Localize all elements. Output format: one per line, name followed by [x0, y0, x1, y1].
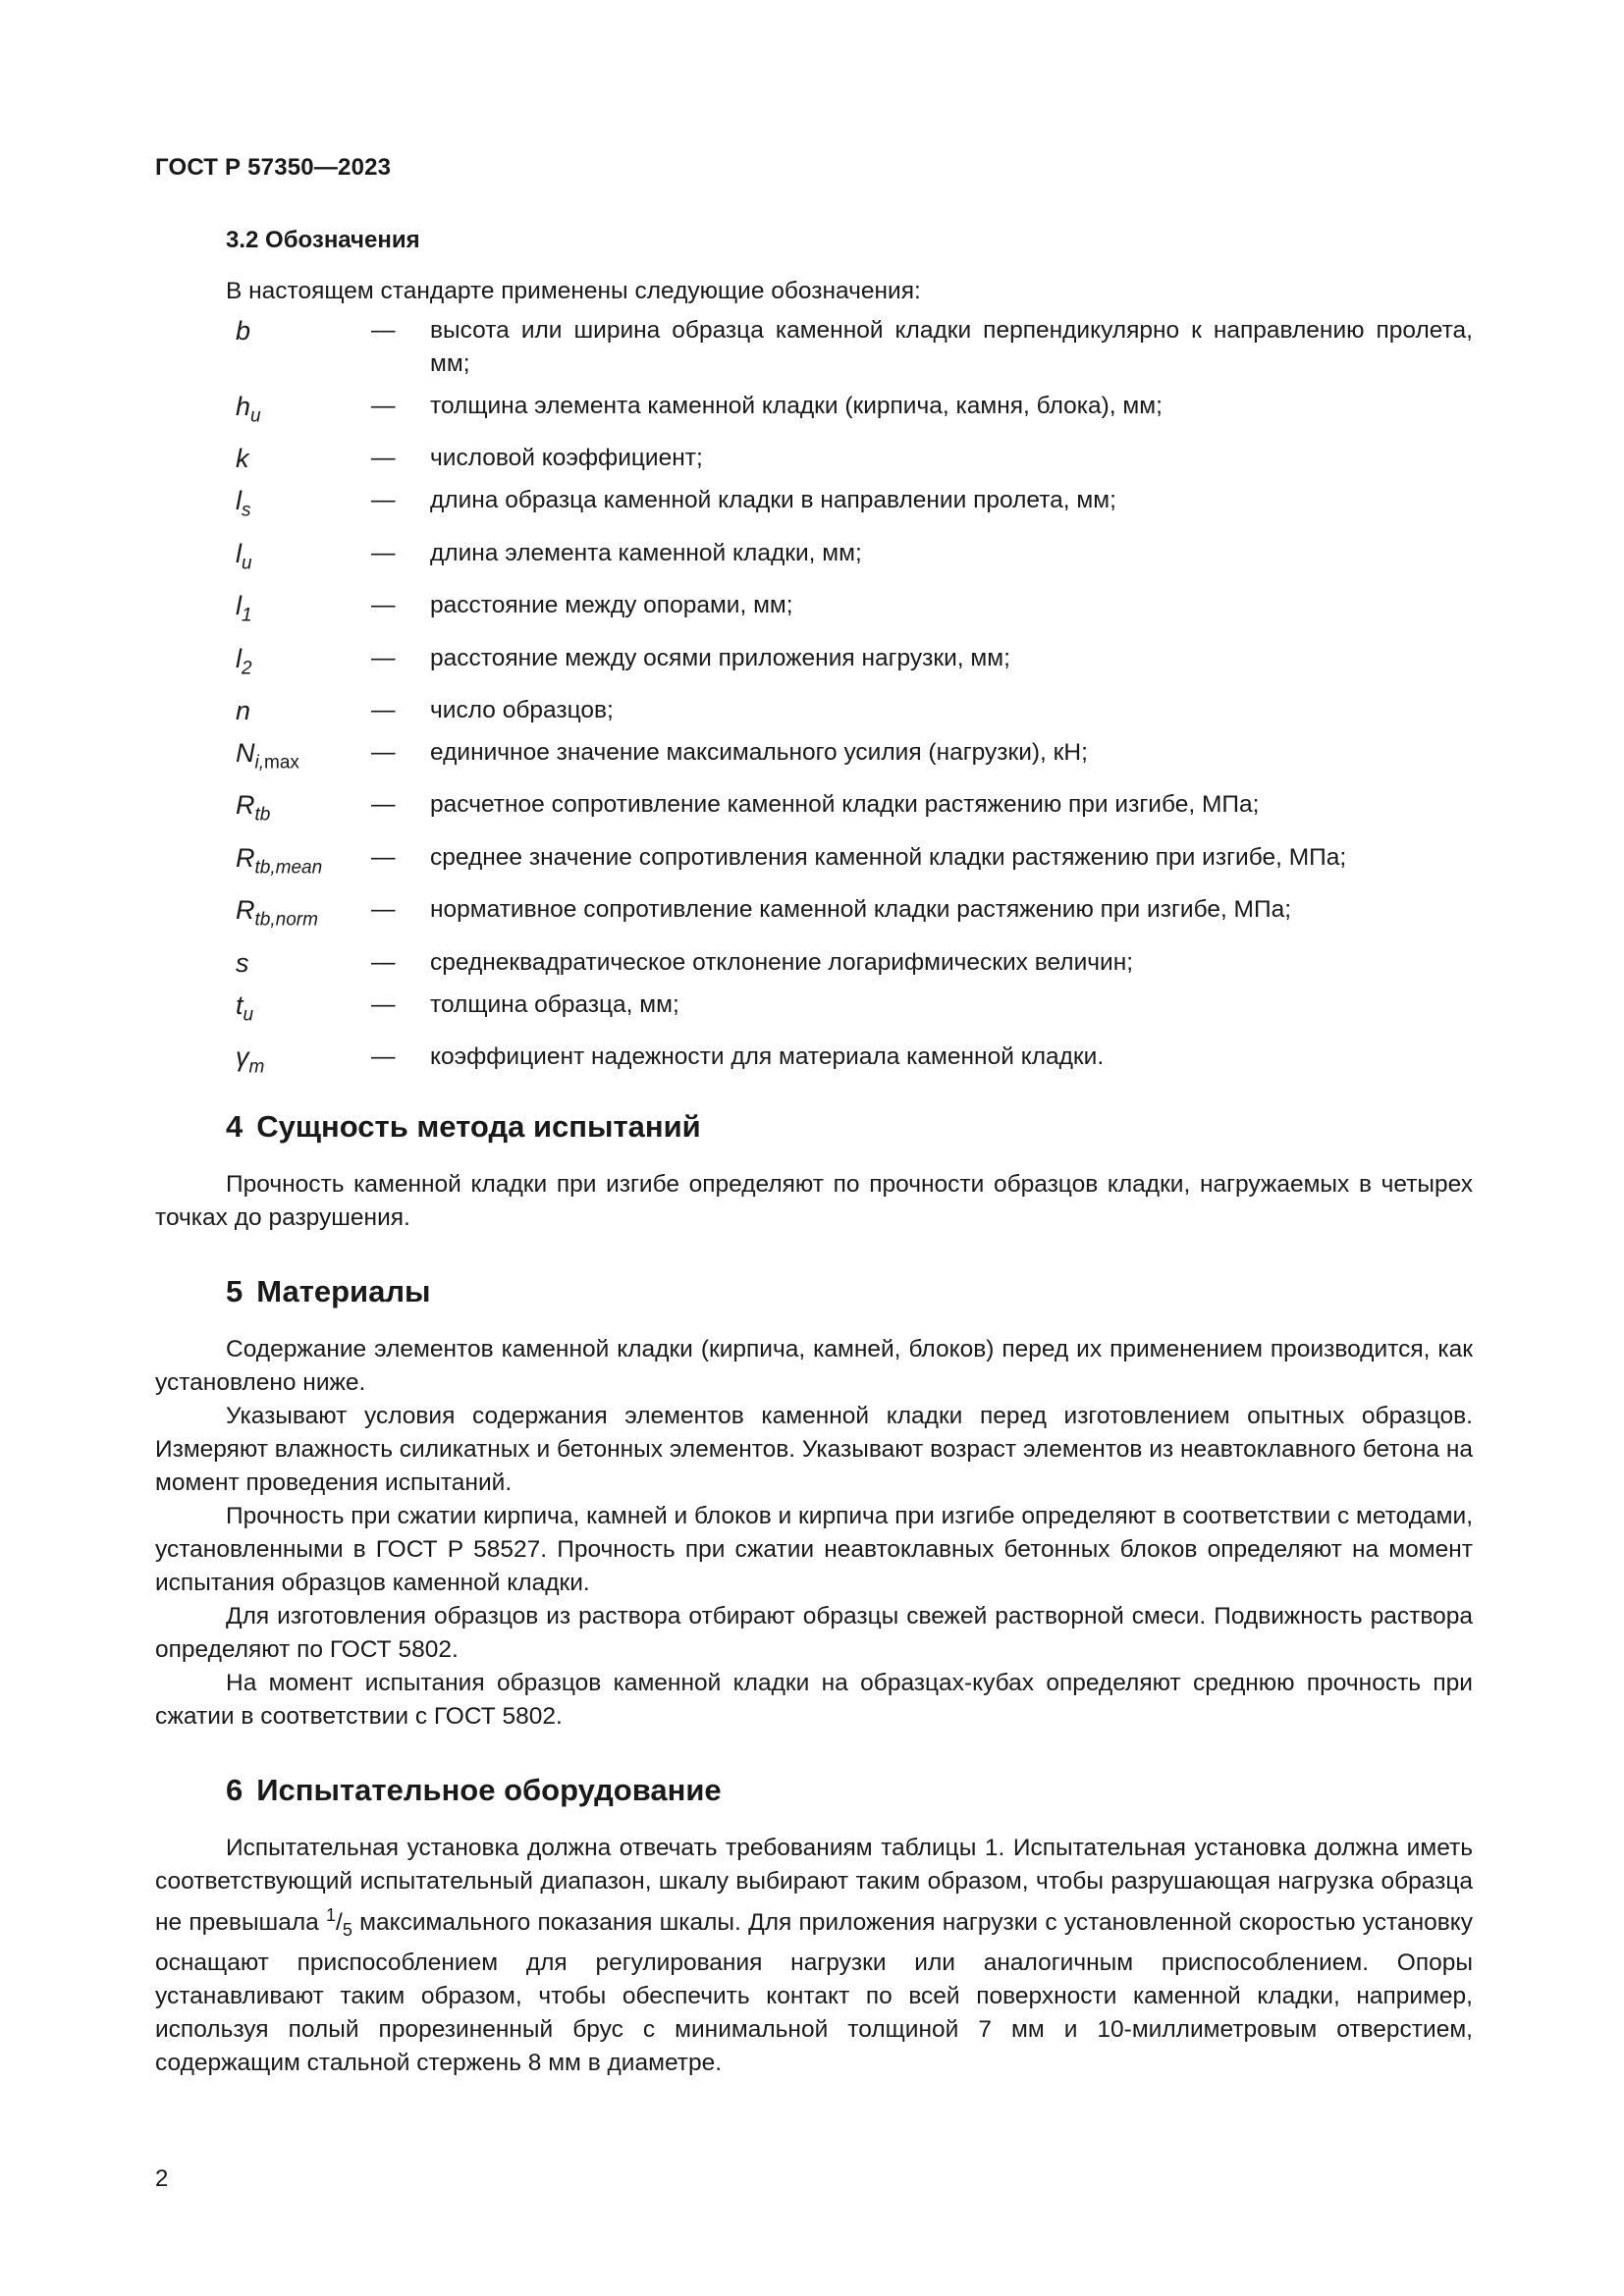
section-6-paragraph: [155, 1832, 1473, 2080]
symbol-definition: среднее значение сопротивления каменной кладки растяжению при изгибе, МПа;: [430, 843, 1347, 871]
page-number: 2: [155, 2165, 169, 2192]
section-5-paragraph-4: Для изготовления образцов из раствора отбирают образцы свежей растворной смеси. Подвижность раствора определяют по ГОСТ 5802.: [155, 1603, 1473, 1664]
section-5-paragraph-3: Прочность при сжатии кирпича, камней и блоков и кирпича при изгибе определяют в соответствии с методами, установленными в ГОСТ Р 58527. Прочность при сжатии неавтоклавных бетонных блоков определяют на момент испытания образцов каменной кладки.: [155, 1503, 1473, 1597]
symbol: [155, 788, 371, 831]
symbol-base: l: [236, 643, 242, 673]
symbol-base: s: [236, 947, 249, 978]
symbol-row: [155, 988, 1473, 1032]
symbol-dash: —: [371, 791, 396, 819]
symbol-base: h: [236, 392, 251, 421]
symbol-dash: —: [371, 738, 396, 766]
symbol-base: b: [236, 316, 251, 346]
symbol-subscript: u: [242, 553, 252, 574]
symbol: [155, 1041, 371, 1084]
symbol-base: l: [236, 591, 242, 621]
fraction-one-fifth: [326, 1905, 352, 1941]
symbol-dash: —: [371, 1042, 396, 1070]
symbol-definition: расчетное сопротивление каменной кладки растяжению при изгибе, МПа;: [430, 791, 1260, 819]
symbol-base: n: [236, 695, 251, 725]
symbol-row: [155, 841, 1473, 884]
symbol-base: N: [236, 737, 255, 768]
symbol-base: k: [236, 444, 249, 474]
section-5-heading: [226, 1272, 1473, 1311]
symbol-dash: —: [371, 592, 396, 619]
symbol-subscript: s: [242, 500, 251, 521]
symbol-subscript: 1: [242, 605, 252, 626]
symbol-dash: —: [371, 539, 396, 566]
symbol-row: [155, 694, 1473, 727]
symbol-row: [155, 537, 1473, 580]
symbol-definition: длина образца каменной кладки в направлении пролета, мм;: [430, 487, 1116, 514]
symbol: [155, 642, 371, 685]
symbol-subscript: tb,mean: [254, 857, 323, 879]
section-4-paragraph: Прочность каменной кладки при изгибе определяют по прочности образцов кладки, нагружаемых в четырех точках до разрушения.: [155, 1171, 1473, 1232]
symbol-dash: —: [371, 696, 396, 723]
symbol: [155, 946, 371, 980]
symbol-base: t: [236, 989, 244, 1020]
symbol-subscript: m: [248, 1056, 265, 1078]
symbol-dash: —: [371, 317, 396, 344]
symbol-subscript: tb,norm: [254, 909, 318, 931]
symbol-dash: —: [371, 896, 396, 924]
section-title: Испытательное оборудование: [256, 1773, 722, 1808]
symbol-row: [155, 314, 1473, 381]
subsection-number: 3.2: [226, 227, 259, 253]
symbol-definition: единичное значение максимального усилия (нагрузки), кН;: [430, 738, 1088, 766]
symbol-row: [155, 442, 1473, 475]
symbol-definition: толщина элемента каменной кладки (кирпича, камня, блока), мм;: [430, 393, 1163, 419]
symbol-row: [155, 788, 1473, 831]
symbol: [155, 442, 371, 475]
symbol-subscript-upright: max: [264, 752, 299, 774]
document-header-id: ГОСТ Р 57350—2023: [155, 154, 392, 181]
symbol-row: [155, 736, 1473, 779]
subsection-3-2-heading: [226, 224, 1473, 257]
symbols-list: [155, 314, 1473, 1084]
symbol-definition: среднеквадратическое отклонение логарифмических величин;: [430, 948, 1134, 976]
subsection-title: Обозначения: [265, 227, 420, 253]
symbol: [155, 537, 371, 580]
section-5-paragraph-2: Указывают условия содержания элементов каменной кладки перед изготовлением опытных образцов. Измеряют влажность силикатных и бетонных элементов. Указывают возраст элементов из неавтоклавного бетона на момент проведения испытаний.: [155, 1403, 1473, 1497]
section-title: Материалы: [256, 1274, 431, 1309]
symbol: [155, 589, 371, 632]
fraction-denominator: 5: [342, 1920, 352, 1941]
symbol: [155, 694, 371, 727]
section-6-text-part-2: максимального показания шкалы. Для приложения нагрузки с установленной скоростью установку оснащают приспособлением для регулирования нагрузки или аналогичным приспособлением. Опоры устанавливают таким образом, чтобы обеспечить контакт по всей поверхности каменной кладки, например, используя полый прорезиненный брус с минимальной толщиной 7 мм и 10-миллиметровым отверстием, содержащим стальной стержень 8 мм в диаметре.: [155, 1909, 1474, 2077]
symbol-dash: —: [371, 487, 396, 514]
symbol-subscript: 2: [242, 657, 252, 678]
symbol-definition: длина элемента каменной кладки, мм;: [430, 539, 862, 566]
symbol-dash: —: [371, 843, 396, 871]
symbol-base: l: [236, 538, 242, 568]
symbol-definition: коэффициент надежности для материала каменной кладки.: [430, 1042, 1105, 1070]
symbol-row: [155, 946, 1473, 980]
symbol-definition: нормативное сопротивление каменной кладки растяжению при изгибе, МПа;: [430, 896, 1292, 924]
section-number: 4: [226, 1109, 244, 1145]
section-title: Сущность метода испытаний: [256, 1109, 701, 1145]
symbol-base: l: [236, 486, 242, 516]
symbol: [155, 484, 371, 527]
symbol-subscript: i,: [254, 752, 264, 774]
symbol-row: [155, 589, 1473, 632]
symbol-definition: числовой коэффициент;: [430, 445, 703, 472]
symbol-subscript: tb: [254, 804, 271, 826]
symbol-subscript: u: [243, 1003, 254, 1025]
symbol-definition: толщина образца, мм;: [430, 990, 679, 1018]
page-content: [155, 224, 1473, 2080]
section-5-paragraph-1: Содержание элементов каменной кладки (кирпича, камней, блоков) перед их применением производится, как установлено ниже.: [155, 1336, 1473, 1397]
fraction-numerator: 1: [326, 1905, 337, 1926]
symbol-row: [155, 484, 1473, 527]
symbol-definition: расстояние между опорами, мм;: [430, 592, 793, 619]
section-6-heading: [226, 1771, 1473, 1810]
symbol-definition: высота или ширина образца каменной кладки перпендикулярно к направлению пролета, мм;: [430, 317, 1473, 377]
symbol-definition: расстояние между осями приложения нагрузки, мм;: [430, 644, 1010, 671]
section-number: 6: [226, 1773, 244, 1808]
symbol: [155, 314, 371, 381]
fraction-separator: /: [336, 1909, 343, 1937]
section-4-heading: [226, 1107, 1473, 1147]
symbol-dash: —: [371, 990, 396, 1018]
symbol-row: [155, 390, 1473, 433]
section-5-paragraph-5: На момент испытания образцов каменной кладки на образцах-кубах определяют среднюю прочность при сжатии в соответствии с ГОСТ 5802.: [155, 1670, 1473, 1731]
symbols-intro: В настоящем стандарте применены следующие обозначения:: [226, 278, 921, 304]
symbol-row: [155, 1041, 1473, 1084]
symbol: [155, 390, 371, 433]
symbol-row: [155, 642, 1473, 685]
symbol-row: [155, 893, 1473, 936]
symbol: [155, 841, 371, 884]
symbol-base: R: [236, 790, 255, 821]
symbol-base: γ: [236, 1041, 249, 1072]
symbol: [155, 988, 371, 1032]
symbol-base: R: [236, 895, 255, 926]
symbol-dash: —: [371, 393, 396, 419]
symbol-dash: —: [371, 445, 396, 472]
symbol: [155, 893, 371, 936]
symbol-subscript: u: [250, 405, 261, 427]
symbol-dash: —: [371, 948, 396, 976]
symbol-dash: —: [371, 644, 396, 671]
symbol-base: R: [236, 842, 255, 873]
section-number: 5: [226, 1274, 244, 1309]
symbol-definition: число образцов;: [430, 696, 614, 723]
section-6-text-part-1: Испытательная установка должна отвечать требованиям таблицы 1. Испытательная установка должна иметь соответствующий испытательный диапазон, шкалу выбирают таким образом, чтобы разрушающая нагрузка образца не превышала: [155, 1835, 1473, 1937]
symbol: [155, 736, 371, 779]
